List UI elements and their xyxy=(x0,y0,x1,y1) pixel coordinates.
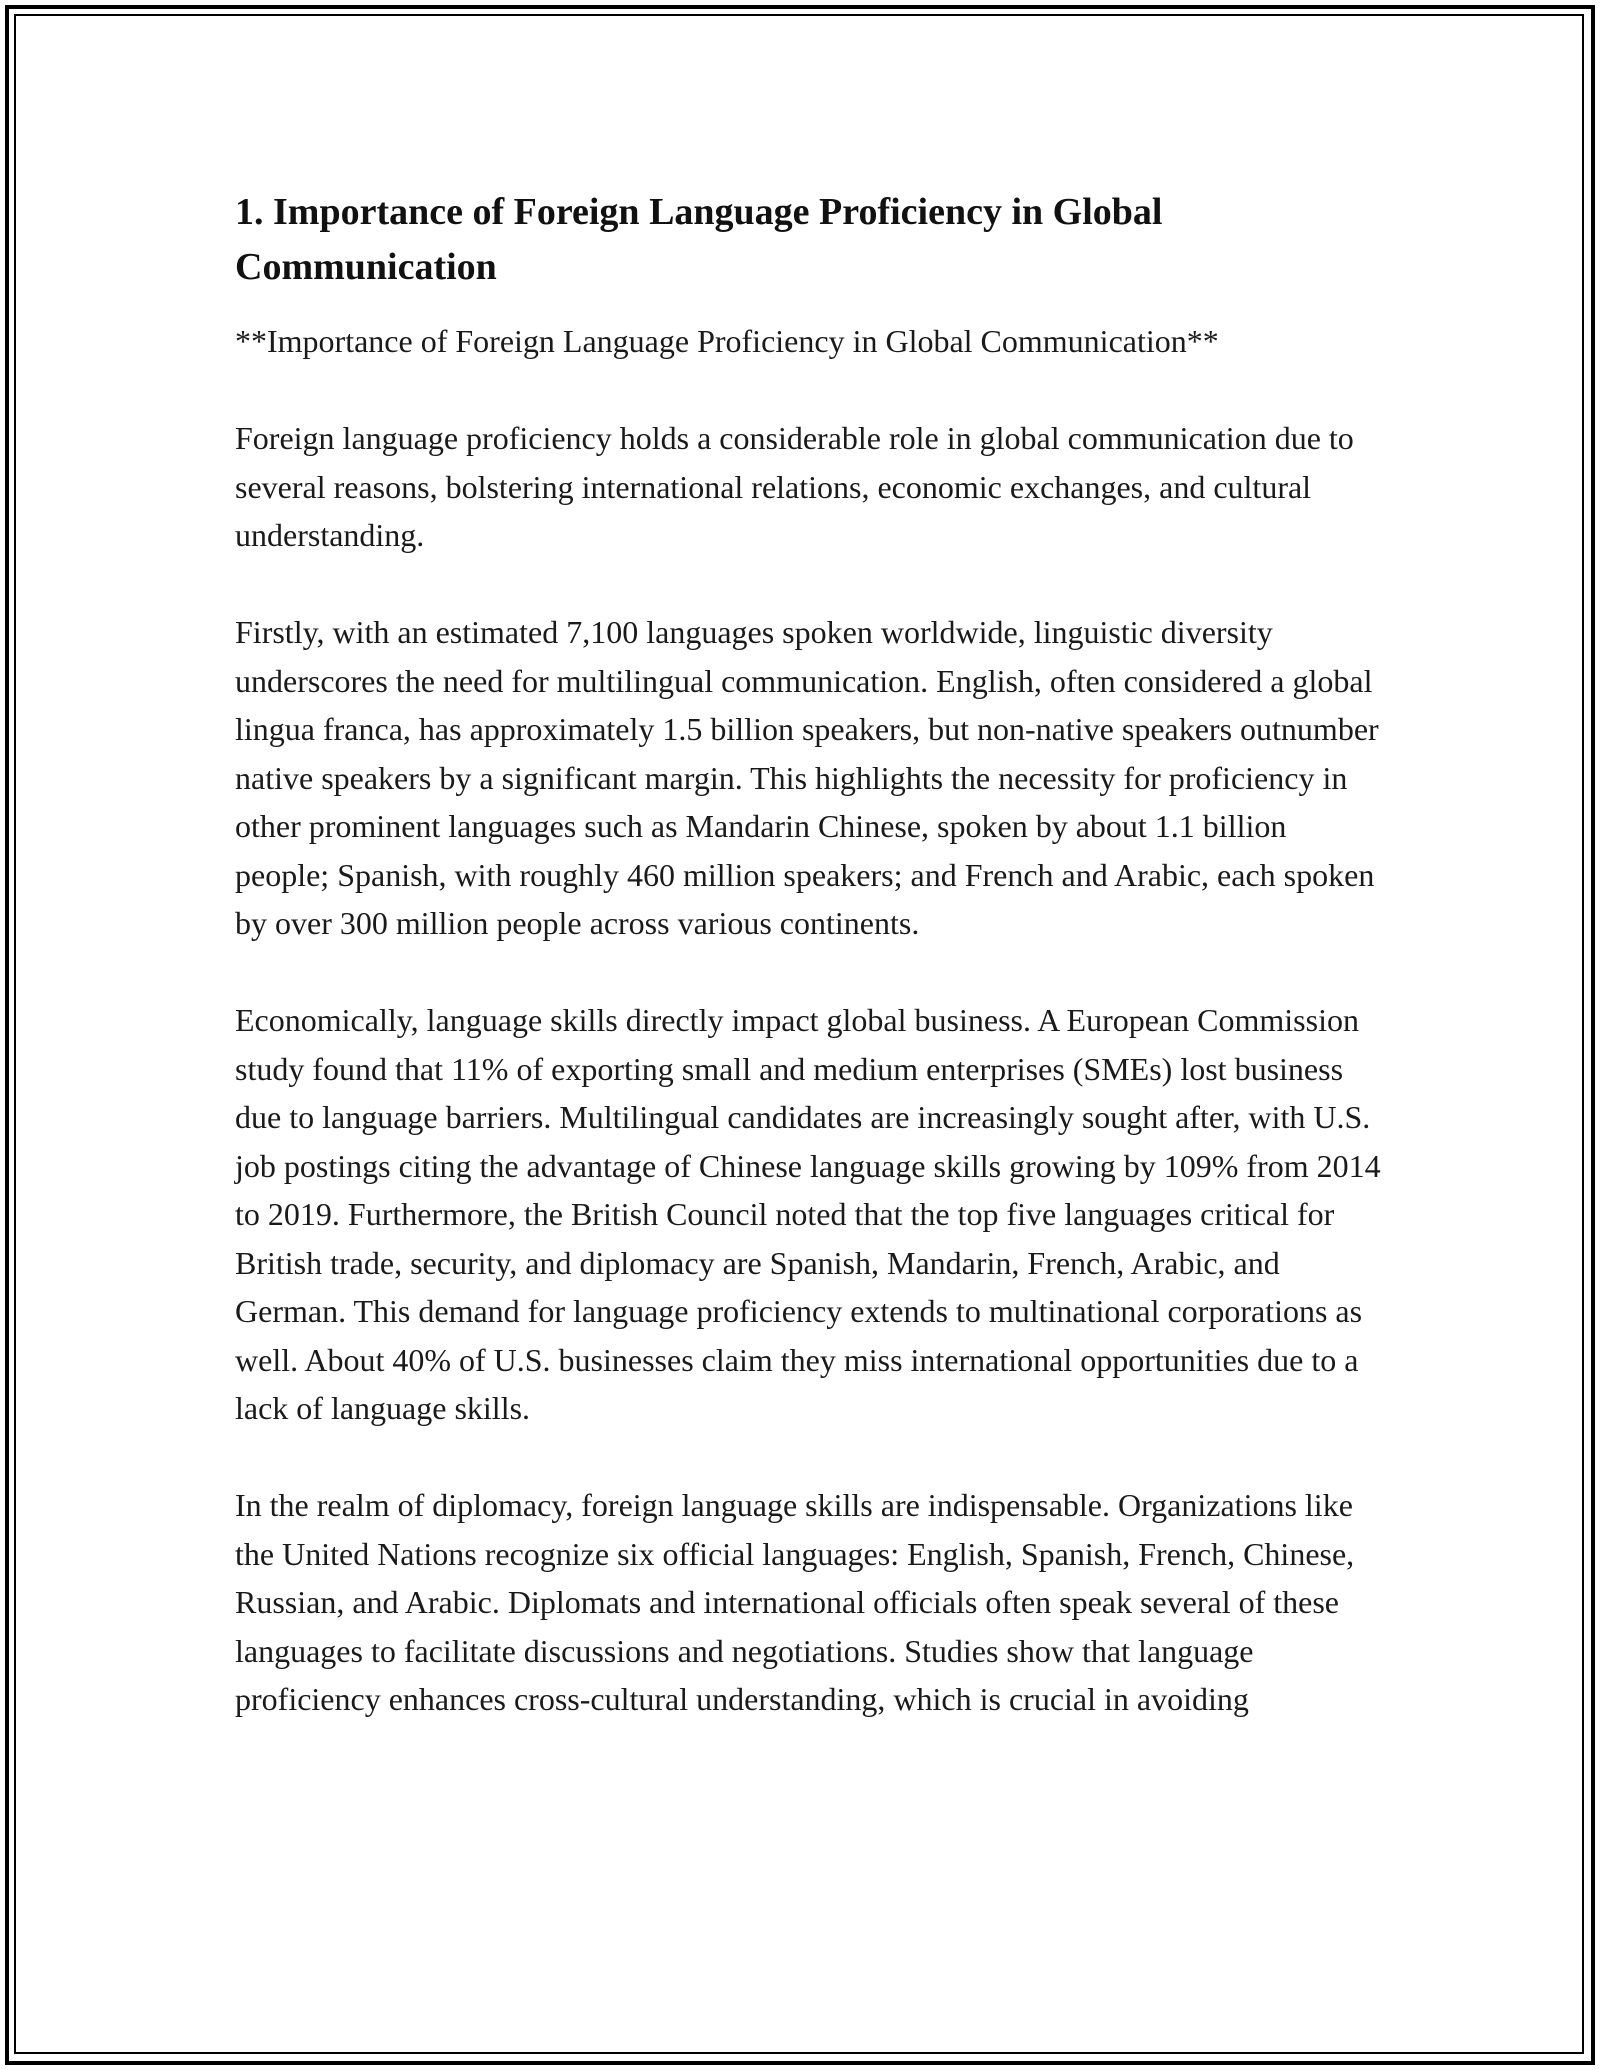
paragraph-linguistic-diversity: Firstly, with an estimated 7,100 languages spoken worldwide, linguistic diversity underscores the need for multilingual communication. English, often considered a global lingua franca, has approximately 1.5 billion speakers, but non-native speakers outnumber native speakers by a significant margin. This highlights the necessity for proficiency in other prominent languages such as Mandarin Chinese, spoken by about 1.1 billion people; Spanish, with roughly 460 million speakers; and French and Arabic, each spoken by over 300 million people across various continents. xyxy=(235,614,1379,941)
document-body xyxy=(235,185,1385,1772)
section-heading: 1. Importance of Foreign Language Proficiency in Global Communication xyxy=(235,191,1163,288)
paragraph-diplomacy: In the realm of diplomacy, foreign language skills are indispensable. Organizations like the United Nations recognize six official languages: English, Spanish, French, Chinese, Russian, and Arabic. Diplomats and international officials often speak several of these languages to facilitate discussions and negotiations. Studies show that language proficiency enhances cross-cultural understanding, which is crucial in avoiding xyxy=(235,1487,1355,1717)
section-subtitle: **Importance of Foreign Language Proficiency in Global Communication** xyxy=(235,323,1219,359)
paragraph-economics: Economically, language skills directly impact global business. A European Commission study found that 11% of exporting small and medium enterprises (SMEs) lost business due to language barriers. Multilingual candidates are increasingly sought after, with U.S. job postings citing the advantage of Chinese language skills growing by 109% from 2014 to 2019. Furthermore, the British Council noted that the top five languages critical for British trade, security, and diplomacy are Spanish, Mandarin, French, Arabic, and German. This demand for language proficiency extends to multinational corporations as well. About 40% of U.S. businesses claim they miss international opportunities due to a lack of language skills. xyxy=(235,1002,1381,1426)
paragraph-intro: Foreign language proficiency holds a considerable role in global communication due to several reasons, bolstering international relations, economic exchanges, and cultural understanding. xyxy=(235,420,1354,553)
